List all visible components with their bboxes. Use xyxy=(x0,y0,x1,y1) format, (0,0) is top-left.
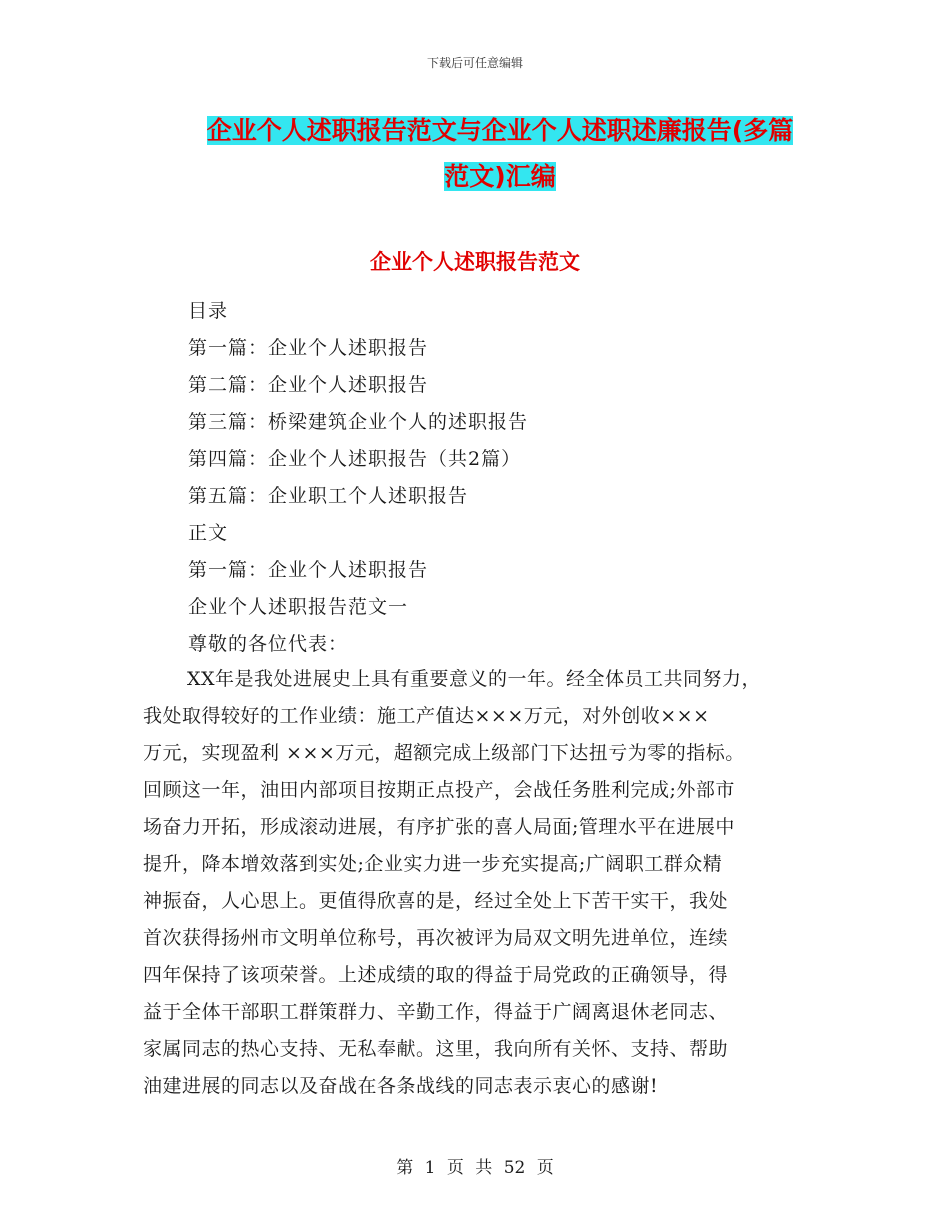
body-paragraph xyxy=(143,661,813,1105)
body-line: 神振奋，人心思上。更值得欣喜的是，经过全处上下苦干实干，我处 xyxy=(143,890,729,912)
body-line: 我处取得较好的工作业绩：施工产值达×××万元，对外创收××× xyxy=(143,705,710,727)
title-line-2: 范文)汇编 xyxy=(444,162,556,191)
body-line: 油建进展的同志以及奋战在各条战线的同志表示衷心的感谢! xyxy=(143,1075,659,1097)
table-of-contents xyxy=(188,293,528,663)
document-title xyxy=(150,108,850,200)
body-line: 首次获得扬州市文明单位称号，再次被评为局双文明先进单位，连续 xyxy=(143,927,729,949)
body-line: 提升，降本增效落到实处;企业实力进一步充实提高;广阔职工群众精 xyxy=(143,853,723,875)
toc-line: 第一篇：企业个人述职报告 xyxy=(188,337,429,359)
section-title: 企业个人述职报告范文 xyxy=(370,250,580,274)
body-line: 万元，实现盈利 ×××万元，超额完成上级部门下达扭亏为零的指标。 xyxy=(143,742,745,764)
toc-line: 目录 xyxy=(188,300,229,322)
toc-line: 企业个人述职报告范文一 xyxy=(188,596,409,618)
title-line-1: 企业个人述职报告范文与企业个人述职述廉报告(多篇 xyxy=(206,116,794,145)
toc-line: 第四篇：企业个人述职报告（共2篇） xyxy=(188,448,522,470)
body-line: 益于全体干部职工群策群力、辛勤工作，得益于广阔离退休老同志、 xyxy=(143,1001,729,1023)
toc-line: 正文 xyxy=(188,522,229,544)
body-line: 家属同志的热心支持、无私奉献。这里，我向所有关怀、支持、帮助 xyxy=(143,1038,729,1060)
body-line: 四年保持了该项荣誉。上述成绩的取的得益于局党政的正确领导，得 xyxy=(143,964,729,986)
page-footer: 第 1 页 共 52 页 xyxy=(396,1158,554,1178)
body-line: XX年是我处进展史上具有重要意义的一年。经全体员工共同努力， xyxy=(187,668,762,690)
body-line: 场奋力开拓，形成滚动进展，有序扩张的喜人局面;管理水平在进展中 xyxy=(143,816,735,838)
header-note: 下载后可任意编辑 xyxy=(426,56,523,70)
toc-line: 第二篇：企业个人述职报告 xyxy=(188,374,429,396)
toc-line: 第五篇：企业职工个人述职报告 xyxy=(188,485,469,507)
toc-line: 第三篇：桥梁建筑企业个人的述职报告 xyxy=(188,411,529,433)
body-line: 回顾这一年，油田内部项目按期正点投产，会战任务胜利完成;外部市 xyxy=(143,779,735,801)
toc-line: 第一篇：企业个人述职报告 xyxy=(188,559,429,581)
toc-line: 尊敬的各位代表： xyxy=(188,633,349,655)
